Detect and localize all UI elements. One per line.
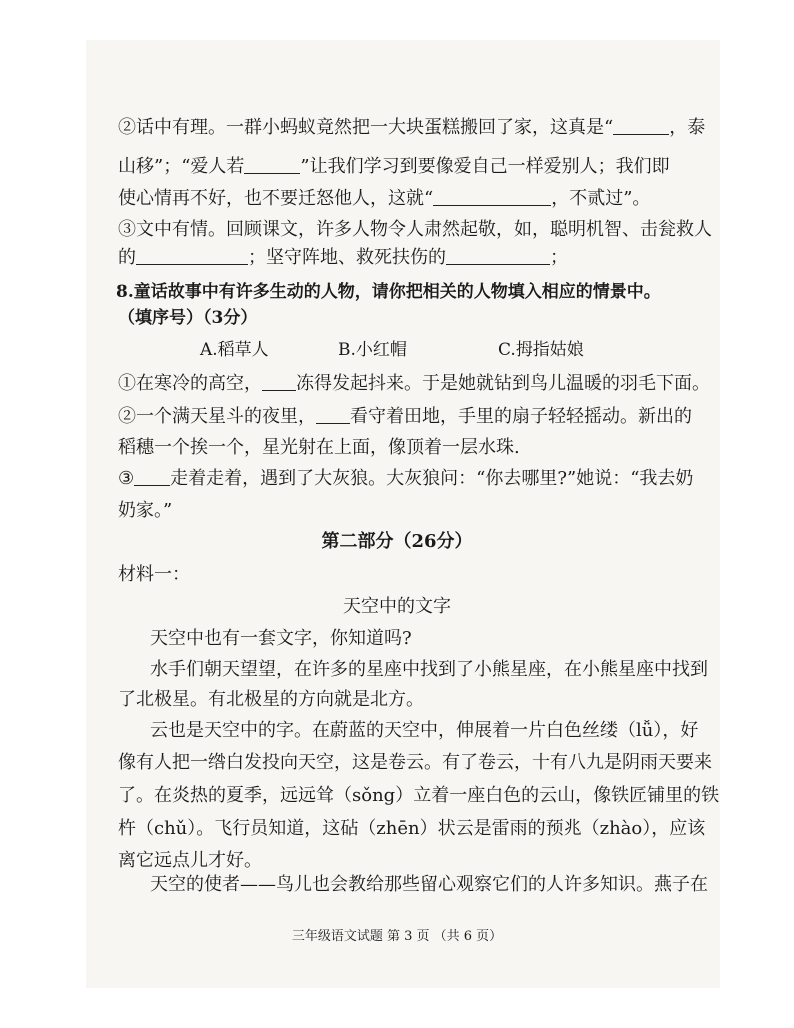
passage-paragraph-3-cont: 了。在炎热的夏季，远远耸（sǒng）立着一座白色的云山，像铁匠铺里的铁: [118, 785, 720, 806]
q8-option-c: C.拇指姑娘: [498, 340, 584, 360]
q7-line-3: 使心情再不好，也不要迁怒他人，这就“ ，不贰过”。: [118, 188, 651, 209]
answer-blank[interactable]: [433, 187, 551, 206]
q8-option-b: B.小红帽: [338, 340, 407, 360]
passage-paragraph-3: 云也是天空中的字。在蔚蓝的天空中，伸展着一片白色丝缕（lǚ），好: [150, 720, 699, 741]
material-label: 材料一：: [118, 564, 190, 585]
answer-blank[interactable]: [136, 246, 248, 265]
answer-blank[interactable]: [316, 405, 350, 424]
passage-paragraph-2-cont: 了北极星。有北极星的方向就是北方。: [118, 689, 424, 710]
q8-option-a: A.稻草人: [200, 340, 269, 360]
passage-paragraph-3-cont: 杵（chǔ）。飞行员知道，这砧（zhēn）状云是雷雨的预兆（zhào），应该: [118, 818, 706, 839]
answer-blank[interactable]: [134, 467, 170, 486]
page-footer: 三年级语文试题 第 3 页 （共 6 页）: [291, 929, 503, 944]
passage-paragraph-4: 天空的使者——鸟儿也会教给那些留心观察它们的人许多知识。燕子在: [150, 874, 708, 895]
q8-note: （填序号）（3分）: [118, 308, 258, 328]
passage-paragraph-1: 天空中也有一套文字，你知道吗?: [150, 628, 412, 649]
q8-scene-3-cont: 奶家。”: [118, 500, 173, 521]
exam-paper: [86, 40, 720, 988]
q7-line-2: 山移”；“爱人若 ”让我们学习到要像爱自己一样爱别人；我们即: [118, 156, 670, 177]
q8-scene-2-cont: 稻穗一个挨一个，星光射在上面，像顶着一层水珠.: [118, 437, 520, 458]
answer-blank[interactable]: [446, 246, 550, 265]
q8-scene-1: ①在寒冷的高空， 冻得发起抖来。于是她就钻到鸟儿温暖的羽毛下面。: [118, 373, 710, 394]
passage-paragraph-3-cont: 离它远点儿才好。: [118, 850, 262, 871]
passage-title: 天空中的文字: [343, 596, 451, 617]
passage-paragraph-2: 水手们朝天望望，在许多的星座中找到了小熊星座，在小熊星座中找到: [150, 659, 708, 680]
part-two-heading: 第二部分（26分）: [321, 531, 473, 552]
q7-line-4: ③文中有情。回顾课文，许多人物令人肃然起敬，如，聪明机智、击瓮救人: [118, 219, 712, 240]
q7-line-5: 的 ；坚守阵地、救死扶伤的 ；: [118, 247, 568, 268]
q8-scene-2: ②一个满天星斗的夜里， 看守着田地，手里的扇子轻轻摇动。新出的: [118, 406, 692, 427]
answer-blank[interactable]: [262, 372, 296, 391]
passage-paragraph-3-cont: 像有人把一绺白发投向天空，这是卷云。有了卷云，十有八九是阴雨天要来: [118, 752, 712, 773]
answer-blank[interactable]: [613, 116, 669, 135]
q8-title: 8.童话故事中有许多生动的人物，请你把相关的人物填入相应的情景中。: [116, 282, 661, 302]
q8-scene-3: ③ 走着走着，遇到了大灰狼。大灰狼问：“你去哪里?”她说：“我去奶: [118, 468, 694, 489]
q7-line-1: ②话中有理。一群小蚂蚁竟然把一大块蛋糕搬回了家，这真是“ ，泰: [118, 117, 706, 138]
answer-blank[interactable]: [244, 155, 300, 174]
